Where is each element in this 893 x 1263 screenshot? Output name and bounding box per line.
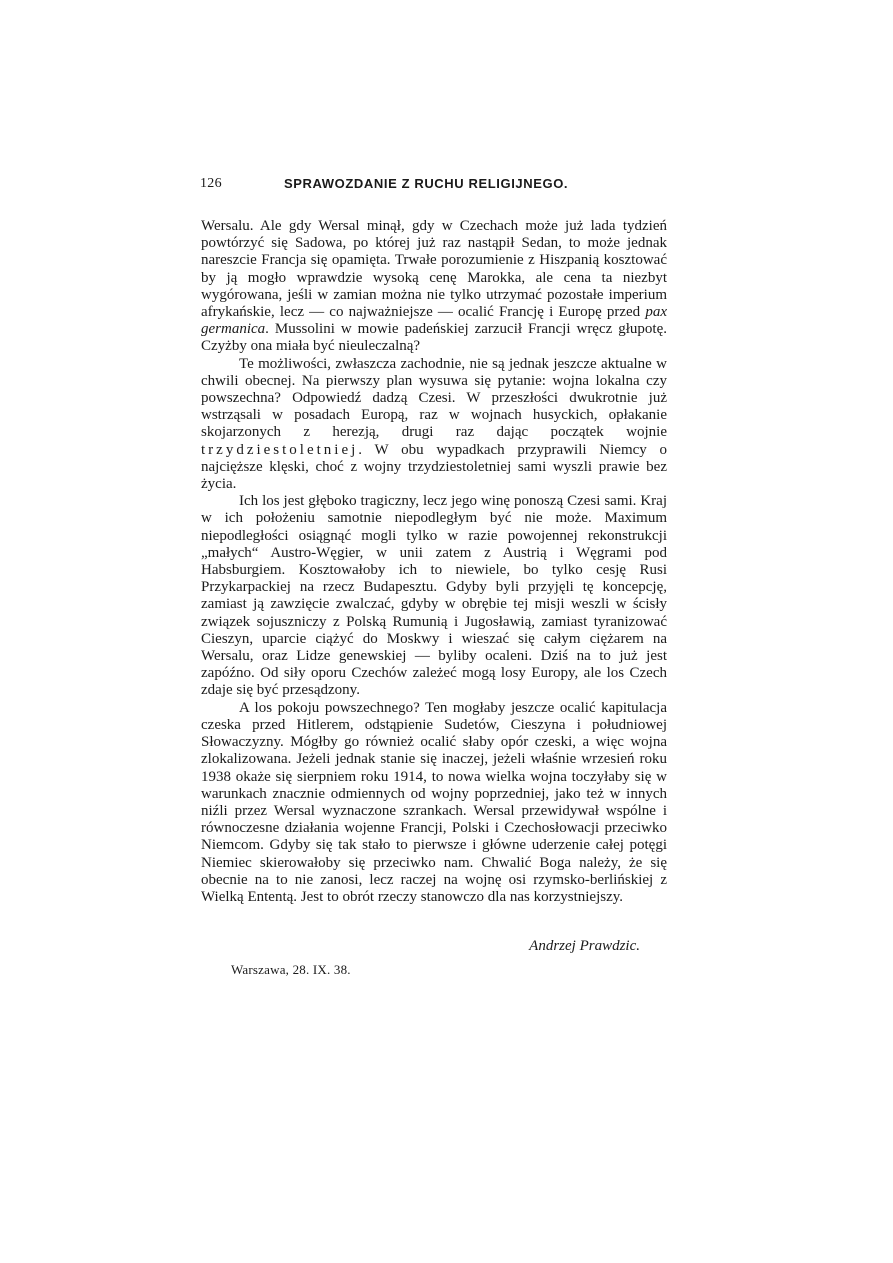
paragraph-1	[201, 218, 667, 356]
page-number: 126	[200, 176, 222, 191]
paragraph-2-end: . W obu wypadkach przyprawili Niemcy o najcięższe klęski, choć z wojny trzydziestoletniej sami wyszli prawie bez życia.	[201, 441, 667, 493]
paragraph-3: Ich los jest głęboko tragiczny, lecz jego winę ponoszą Czesi sami. Kraj w ich położeniu samotnie niepodległym być nie może. Maximum niepodległości osiągnąć mogli tylko w razie powojennej rekonstrukcji „małych“ Austro-Węgier, w unii zatem z Austrią i Węgrami pod Habsburgiem. Kosztowałoby ich to niewiele, bo tylko cesję Rusi Przykarpackiej na rzecz Budapesztu. Gdyby byli przyjęli tę koncepcję, zamiast ją zawzięcie zwalczać, gdyby w obrębie tej misji weszli w ścisły związek sojuszniczy z Polską Rumunią i Jugosławią, zamiast tyranizować Cieszyn, uparcie ciążyć do Moskwy i wieszać się całym ciężarem na Wersalu, oraz Lidze genewskiej — byliby ocaleni. Dziś na to już jest zapóźno. Od siły oporu Czechów zależeć mogą losy Europy, ale los Czech zdaje się być przesądzony.	[201, 493, 667, 699]
paragraph-4: A los pokoju powszechnego? Ten mogłaby jeszcze ocalić kapitulacja czeska przed Hitlerem, odstąpienie Sudetów, Cieszyna i południowej Słowaczyzny. Mógłby go również ocalić słaby opór czeski, a więc wojna zlokalizowana. Jeżeli jednak stanie się inaczej, jeżeli właśnie wrzesień roku 1938 okaże się sierpniem roku 1914, to nowa wielka wojna toczyłaby się w warunkach znacznie odmiennych od wojny poprzedniej, jako też w innych niźli przez Wersal wyznaczone szrankach. Wersal przewidywał wspólne i równoczesne działania wojenne Francji, Polski i Czechosłowacji przeciwko Niemcom. Gdyby się tak stało to pierwsze i główne uderzenie całej potęgi Niemiec skierowałoby się przeciwko nam. Chwalić Boga należy, że się obecnie na to nie zanosi, lecz raczej na wojnę osi rzymsko-berlińskiej z Wielką Ententą. Jest to obrót rzeczy stanowczo dla nas korzystniejszy.	[201, 699, 667, 905]
paragraph-1-text: Wersalu. Ale gdy Wersal minął, gdy w Czechach może już lada tydzień powtórzyć się Sadowa, po której już raz nastąpił Sedan, to może jednak nareszcie Francja się opamięta. Trwałe porozumienie z Hiszpanią kosztować by ją mogło wprawdzie wysoką cenę Marokka, ale cena ta niezbyt wygórowana, jeśli w zamian można nie tylko utrzymać pozostałe imperium afrykańskie, lecz — co najważniejsze — ocalić Francję i Europę przed	[201, 218, 667, 321]
page-header	[200, 176, 666, 198]
article-body	[201, 218, 667, 906]
paragraph-2-spaced-word: trzydziestoletniej	[201, 441, 359, 458]
paragraph-2	[201, 356, 667, 494]
running-head: SPRAWOZDANIE Z RUCHU RELIGIJNEGO.	[284, 176, 569, 191]
dateline: Warszawa, 28. IX. 38.	[231, 962, 351, 977]
paragraph-1-end: . Mussolini w mowie padeńskiej zarzucił Francji wręcz głupotę. Czyżby ona miała być nieuleczalną?	[201, 321, 667, 355]
author-signature: Andrzej Prawdzic.	[529, 938, 640, 954]
paragraph-2-text: Te możliwości, zwłaszcza zachodnie, nie są jednak jeszcze aktualne w chwili obecnej. Na pierwszy plan wysuwa się pytanie: wojna lokalna czy powszechna? Odpowiedź dadzą Czesi. W przeszłości dwukrotnie już wstrząsali w posadach Europą, raz w wojnach husyckich, opłakanie skojarzonych z herezją, drugi raz dając początek wojnie	[201, 355, 667, 441]
paragraph-1-italic-phrase: pax germanica	[201, 304, 667, 338]
